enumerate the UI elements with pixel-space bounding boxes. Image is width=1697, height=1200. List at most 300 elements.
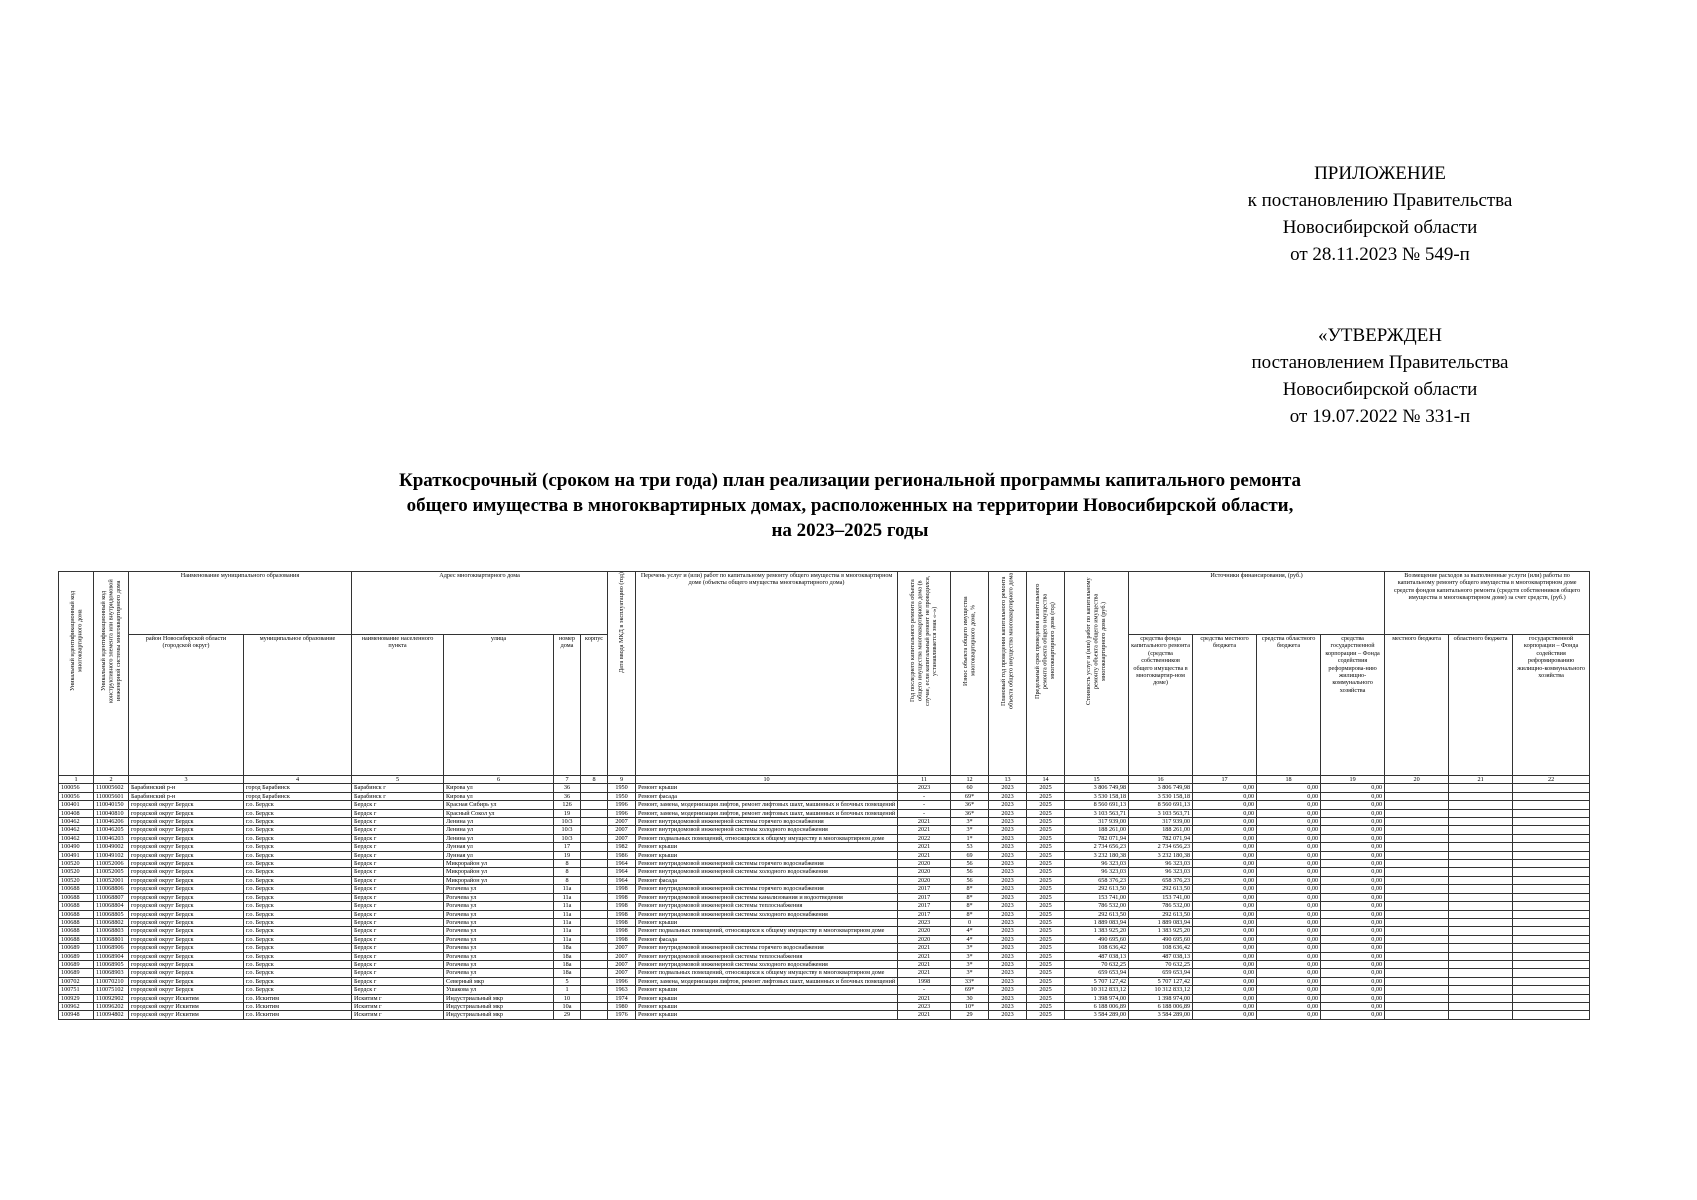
table-cell: Рогачева ул <box>444 902 554 910</box>
table-cell: 10/3 <box>554 834 581 842</box>
table-cell: 2023 <box>989 994 1027 1002</box>
table-cell: Рогачева ул <box>444 935 554 943</box>
table-cell <box>1385 868 1449 876</box>
table-cell: 0,00 <box>1321 935 1385 943</box>
table-cell <box>1449 944 1513 952</box>
table-cell: 18а <box>554 969 581 977</box>
table-cell: 18а <box>554 960 581 968</box>
table-cell <box>1513 834 1590 842</box>
table-cell: 3 530 158,18 <box>1129 792 1193 800</box>
table-cell: 0,00 <box>1257 986 1321 994</box>
table-cell: 108 636,42 <box>1065 944 1129 952</box>
header-cell: Плановый год проведения капитального ремонта объекта общего имущества многоквартирного дома <box>989 572 1027 776</box>
table-cell: 2025 <box>1027 826 1065 834</box>
table-row <box>59 944 1590 952</box>
table-cell <box>1513 809 1590 817</box>
table-cell <box>581 977 608 985</box>
table-cell <box>1513 843 1590 851</box>
table-cell: 0,00 <box>1321 876 1385 884</box>
table-cell <box>1449 977 1513 985</box>
table-cell: Ремонт внутридомовой инженерной системы теплоснабжения <box>636 952 898 960</box>
table-cell <box>1513 977 1590 985</box>
table-cell: 2025 <box>1027 834 1065 842</box>
table-cell: 2023 <box>989 868 1027 876</box>
table-cell: 110046203 <box>94 834 129 842</box>
table-cell: 0,00 <box>1321 927 1385 935</box>
table-cell: 110068802 <box>94 918 129 926</box>
table-cell: 2021 <box>898 818 951 826</box>
table-cell: 96 323,03 <box>1065 860 1129 868</box>
table-cell: Ремонт фасада <box>636 876 898 884</box>
table-cell: 8 <box>554 860 581 868</box>
table-cell: 96 323,03 <box>1129 868 1193 876</box>
table-cell: городской округ Бердск <box>129 935 244 943</box>
table-cell: 3 103 563,71 <box>1129 809 1193 817</box>
table-cell <box>1385 893 1449 901</box>
table-cell: 1998 <box>608 893 636 901</box>
table-cell: 2023 <box>989 927 1027 935</box>
table-cell: 10/3 <box>554 818 581 826</box>
table-cell: 10а <box>554 1002 581 1010</box>
table-cell: 3 232 180,38 <box>1129 851 1193 859</box>
table-cell <box>581 834 608 842</box>
table-cell: 2021 <box>898 952 951 960</box>
table-cell: 2023 <box>989 1002 1027 1010</box>
table-cell: городской округ Бердск <box>129 986 244 994</box>
table-cell <box>1513 986 1590 994</box>
table-cell: 100929 <box>59 994 94 1002</box>
table-cell <box>1513 784 1590 792</box>
table-row <box>59 893 1590 901</box>
table-cell: 0,00 <box>1193 851 1257 859</box>
table-cell: 2025 <box>1027 944 1065 952</box>
header-cell: Год последнего капитального ремонта объекта общего имущества многоквартирного дома (в случае, если капитальный ремонт не проводился, устанавливается знак «–») <box>898 572 951 776</box>
table-cell: Рогачева ул <box>444 969 554 977</box>
table-cell: 69 <box>951 851 989 859</box>
table-cell: 0,00 <box>1321 826 1385 834</box>
table-cell: 0,00 <box>1193 927 1257 935</box>
table-cell: 5 707 127,42 <box>1129 977 1193 985</box>
table-cell: городской округ Бердск <box>129 868 244 876</box>
table-cell: Рогачева ул <box>444 910 554 918</box>
table-row <box>59 910 1590 918</box>
table-cell: Кирова ул <box>444 784 554 792</box>
table-cell: 2022 <box>898 834 951 842</box>
table-cell <box>581 944 608 952</box>
table-cell: 0,00 <box>1321 1002 1385 1010</box>
table-cell: Ремонт крыши <box>636 1011 898 1019</box>
table-cell: 4* <box>951 927 989 935</box>
column-number: 9 <box>608 776 636 784</box>
table-cell: 786 532,00 <box>1065 902 1129 910</box>
table-cell: 0,00 <box>1257 818 1321 826</box>
table-cell: г.о. Бердск <box>244 826 352 834</box>
table-cell <box>1385 960 1449 968</box>
table-cell: 153 741,00 <box>1129 893 1193 901</box>
table-cell: Барабинский р-н <box>129 792 244 800</box>
header-cell: Дата ввода МКД в эксплуатацию (год) <box>608 572 636 776</box>
table-cell: 0,00 <box>1257 960 1321 968</box>
approval-line: «УТВЕРЖДЕН <box>1317 325 1443 346</box>
table-cell: городской округ Бердск <box>129 876 244 884</box>
table-cell: г.о. Бердск <box>244 885 352 893</box>
table-cell: 10 312 833,12 <box>1065 986 1129 994</box>
table-cell: 110068803 <box>94 927 129 935</box>
header-cell: государственной корпорации – Фонда содействия реформированию жилищно-коммунального хозяйства <box>1513 635 1590 776</box>
table-cell: Бердск г <box>352 876 444 884</box>
table-cell: 2023 <box>989 893 1027 901</box>
table-cell: 2023 <box>989 885 1027 893</box>
table-cell: г.о. Бердск <box>244 860 352 868</box>
table-cell: 110070210 <box>94 977 129 985</box>
table-cell: 2025 <box>1027 801 1065 809</box>
table-cell: 0,00 <box>1257 834 1321 842</box>
table-cell: г.о. Бердск <box>244 969 352 977</box>
appendix-line: к постановлению Правительства <box>1247 190 1513 211</box>
table-cell: 100462 <box>59 834 94 842</box>
table-cell: 110005601 <box>94 792 129 800</box>
table-cell: Ремонт внутридомовой инженерной системы горячего водоснабжения <box>636 885 898 893</box>
table-cell: 2025 <box>1027 1011 1065 1019</box>
table-cell: 2023 <box>989 986 1027 994</box>
table-cell: городской округ Бердск <box>129 910 244 918</box>
header-cell: областного бюджета <box>1449 635 1513 776</box>
table-cell: 487 038,13 <box>1065 952 1129 960</box>
table-row <box>59 843 1590 851</box>
table-cell: городской округ Бердск <box>129 834 244 842</box>
table-cell: 100462 <box>59 818 94 826</box>
table-cell: городской округ Бердск <box>129 960 244 968</box>
table-cell: 11а <box>554 927 581 935</box>
table-cell: 0,00 <box>1321 851 1385 859</box>
table-cell: Ремонт, замена, модернизация лифтов, ремонт лифтовых шахт, машинных и блочных помещений <box>636 801 898 809</box>
table-cell <box>581 784 608 792</box>
table-cell <box>1513 944 1590 952</box>
table-cell: 110049102 <box>94 851 129 859</box>
table-cell: г.о. Бердск <box>244 818 352 826</box>
table-cell <box>1385 952 1449 960</box>
table-cell: 2023 <box>898 784 951 792</box>
table-cell <box>1513 1002 1590 1010</box>
table-cell: 11а <box>554 910 581 918</box>
table-cell <box>1513 927 1590 935</box>
table-cell: 100462 <box>59 826 94 834</box>
table-cell: 6 188 006,89 <box>1065 1002 1129 1010</box>
table-cell <box>1513 910 1590 918</box>
document-title <box>250 468 1450 543</box>
column-number: 3 <box>129 776 244 784</box>
table-cell: 0,00 <box>1193 952 1257 960</box>
table-row <box>59 834 1590 842</box>
table-cell <box>1385 935 1449 943</box>
table-cell: 110068806 <box>94 885 129 893</box>
table-row <box>59 902 1590 910</box>
table-cell <box>1385 910 1449 918</box>
table-cell <box>1449 1002 1513 1010</box>
table-cell: Рогачева ул <box>444 885 554 893</box>
table-cell <box>1449 818 1513 826</box>
table-cell: 2025 <box>1027 902 1065 910</box>
table-cell <box>1385 843 1449 851</box>
table-cell <box>1385 784 1449 792</box>
table-cell: 2017 <box>898 893 951 901</box>
column-number: 14 <box>1027 776 1065 784</box>
table-cell: Ленина ул <box>444 826 554 834</box>
table-cell: 2021 <box>898 851 951 859</box>
table-cell: 0,00 <box>1321 792 1385 800</box>
table-cell: 2023 <box>989 960 1027 968</box>
table-cell: г.о. Бердск <box>244 834 352 842</box>
table-cell <box>581 994 608 1002</box>
table-cell: 18а <box>554 952 581 960</box>
table-cell: Ремонт крыши <box>636 1002 898 1010</box>
table-cell <box>1449 918 1513 926</box>
table-cell: 10/3 <box>554 826 581 834</box>
table-cell: 2007 <box>608 826 636 834</box>
table-cell <box>1449 952 1513 960</box>
table-cell: 11а <box>554 885 581 893</box>
table-cell: 2023 <box>989 792 1027 800</box>
table-cell: 100688 <box>59 910 94 918</box>
table-cell: г.о. Бердск <box>244 902 352 910</box>
table-cell: 2023 <box>989 834 1027 842</box>
table-cell: 2025 <box>1027 960 1065 968</box>
table-cell <box>1513 876 1590 884</box>
table-cell: Ремонт внутридомовой инженерной системы горячего водоснабжения <box>636 860 898 868</box>
table-cell: Рогачева ул <box>444 944 554 952</box>
table-cell: 0,00 <box>1257 910 1321 918</box>
table-cell: городской округ Бердск <box>129 843 244 851</box>
table-cell: Бердск г <box>352 868 444 876</box>
table-cell: Микрорайон ул <box>444 860 554 868</box>
appendix-line: Новосибирской области <box>1282 217 1478 238</box>
table-cell: 100688 <box>59 935 94 943</box>
table-cell: Искитим г <box>352 994 444 1002</box>
approval-line: от 19.07.2022 № 331-п <box>1289 406 1471 427</box>
table-cell <box>1385 1011 1449 1019</box>
table-cell <box>1513 1011 1590 1019</box>
column-number: 15 <box>1065 776 1129 784</box>
table-cell: 153 741,00 <box>1065 893 1129 901</box>
table-cell <box>1449 893 1513 901</box>
table-cell <box>1513 952 1590 960</box>
table-cell: 0,00 <box>1193 801 1257 809</box>
table-cell: Рогачева ул <box>444 960 554 968</box>
table-cell: 110068805 <box>94 910 129 918</box>
table-cell: городской округ Бердск <box>129 801 244 809</box>
table-cell: 8 560 691,13 <box>1129 801 1193 809</box>
table-cell: 2007 <box>608 952 636 960</box>
table-cell <box>581 860 608 868</box>
table-cell: 2025 <box>1027 843 1065 851</box>
table-cell <box>1385 876 1449 884</box>
header-cell: средства государственной корпорации – Фонда содействия реформирова-нию жилищно-коммунального хозяйства <box>1321 635 1385 776</box>
appendix-line: от 28.11.2023 № 549-п <box>1290 244 1470 265</box>
table-cell: 2023 <box>989 809 1027 817</box>
header-cell: корпус <box>581 635 608 776</box>
header-cell: средства фонда капитального ремонта (средства собственников общего имущества в многоквартир-ном доме) <box>1129 635 1193 776</box>
table-cell: 96 323,03 <box>1065 868 1129 876</box>
table-cell <box>1449 885 1513 893</box>
table-cell: 1998 <box>608 935 636 943</box>
table-row <box>59 994 1590 1002</box>
table-cell <box>1513 818 1590 826</box>
table-cell: 0,00 <box>1193 918 1257 926</box>
table-cell: 2025 <box>1027 893 1065 901</box>
table-cell: 0,00 <box>1321 902 1385 910</box>
column-number: 13 <box>989 776 1027 784</box>
table-cell: 36 <box>554 784 581 792</box>
table-cell <box>1513 994 1590 1002</box>
table-cell: 110046205 <box>94 826 129 834</box>
table-cell: 3* <box>951 952 989 960</box>
table-cell: Ремонт подвальных помещений, относящихся к общему имуществу в многоквартирном доме <box>636 834 898 842</box>
table-cell: 2023 <box>989 818 1027 826</box>
table-cell: г.о. Бердск <box>244 935 352 943</box>
table-cell <box>1449 851 1513 859</box>
table-cell <box>1385 1002 1449 1010</box>
table-cell: Бердск г <box>352 935 444 943</box>
table-cell <box>1449 784 1513 792</box>
table-cell: Ремонт подвальных помещений, относящихся к общему имуществу в многоквартирном доме <box>636 969 898 977</box>
table-cell: Бердск г <box>352 818 444 826</box>
table-row <box>59 851 1590 859</box>
table-cell <box>1513 851 1590 859</box>
table-cell: 2025 <box>1027 851 1065 859</box>
table-cell: 1 889 083,94 <box>1129 918 1193 926</box>
table-cell: 658 376,23 <box>1065 876 1129 884</box>
table-cell: 56 <box>951 876 989 884</box>
table-cell: Ремонт, замена, модернизация лифтов, ремонт лифтовых шахт, машинных и блочных помещений <box>636 977 898 985</box>
table-cell: городской округ Бердск <box>129 927 244 935</box>
table-cell: 0,00 <box>1257 885 1321 893</box>
table-cell <box>581 986 608 994</box>
table-cell: 0,00 <box>1193 986 1257 994</box>
table-row <box>59 969 1590 977</box>
title-line: Краткосрочный (сроком на три года) план реализации региональной программы капитального ремонта <box>398 470 1302 491</box>
column-number: 20 <box>1385 776 1449 784</box>
table-cell: 33* <box>951 977 989 985</box>
table-cell <box>1385 809 1449 817</box>
table-cell: 1996 <box>608 809 636 817</box>
table-cell: 2020 <box>898 868 951 876</box>
table-cell: Ремонт внутридомовой инженерной системы теплоснабжения <box>636 902 898 910</box>
table-cell: Бердск г <box>352 927 444 935</box>
table-cell: 110040150 <box>94 801 129 809</box>
table-cell: 100689 <box>59 969 94 977</box>
table-cell: 100962 <box>59 1002 94 1010</box>
table-cell: 110068903 <box>94 969 129 977</box>
table-cell: 110068804 <box>94 902 129 910</box>
table-cell: Бердск г <box>352 977 444 985</box>
table-cell: Ремонт крыши <box>636 784 898 792</box>
table-cell <box>581 969 608 977</box>
table-cell: 292 613,50 <box>1065 910 1129 918</box>
table-cell: 0,00 <box>1193 792 1257 800</box>
header-cell: Уникальный идентификационный код многоквартирного дома <box>59 572 94 776</box>
table-cell <box>581 918 608 926</box>
table-cell: 2020 <box>898 860 951 868</box>
table-cell: 0 <box>951 918 989 926</box>
table-cell: 8 <box>554 876 581 884</box>
table-cell: Бердск г <box>352 834 444 842</box>
table-cell: 10* <box>951 1002 989 1010</box>
header-cell: Износ объекта общего имущества многоквартирного дома, % <box>951 572 989 776</box>
table-cell: Бердск г <box>352 809 444 817</box>
table-cell: 110040810 <box>94 809 129 817</box>
table-cell: 2007 <box>608 944 636 952</box>
table-cell: 2021 <box>898 1011 951 1019</box>
table-cell: 1950 <box>608 784 636 792</box>
table-cell <box>581 885 608 893</box>
table-cell: г.о. Бердск <box>244 927 352 935</box>
table-cell: 100688 <box>59 902 94 910</box>
table-cell <box>1513 918 1590 926</box>
table-cell: 1998 <box>898 977 951 985</box>
table-row <box>59 927 1590 935</box>
table-cell <box>581 935 608 943</box>
table-cell: городской округ Бердск <box>129 969 244 977</box>
table-cell: - <box>898 801 951 809</box>
table-cell: городской округ Бердск <box>129 809 244 817</box>
table-cell: Бердск г <box>352 918 444 926</box>
table-cell: 56 <box>951 868 989 876</box>
table-cell: 2025 <box>1027 860 1065 868</box>
table-cell <box>1513 969 1590 977</box>
table-cell: 0,00 <box>1321 986 1385 994</box>
table-cell: 2020 <box>898 927 951 935</box>
table-cell: г.о. Бердск <box>244 868 352 876</box>
table-cell: 0,00 <box>1321 910 1385 918</box>
table-cell: город Барабинск <box>244 792 352 800</box>
table-cell: 188 261,00 <box>1129 826 1193 834</box>
table-cell: 2021 <box>898 843 951 851</box>
table-cell: г.о. Искитим <box>244 994 352 1002</box>
table-cell: 0,00 <box>1193 843 1257 851</box>
appendix-block <box>1190 160 1570 430</box>
header-cell: номер дома <box>554 635 581 776</box>
table-cell: городской округ Бердск <box>129 918 244 926</box>
table-cell: 0,00 <box>1257 944 1321 952</box>
table-cell: г.о. Бердск <box>244 977 352 985</box>
table-row <box>59 801 1590 809</box>
table-cell: 0,00 <box>1257 1011 1321 1019</box>
table-cell <box>581 868 608 876</box>
header-group-municipal: Наименование муниципального образования <box>129 572 352 635</box>
table-cell: г.о. Бердск <box>244 809 352 817</box>
table-cell: городской округ Искитим <box>129 994 244 1002</box>
table-cell: 0,00 <box>1321 860 1385 868</box>
table-row <box>59 784 1590 792</box>
table-cell: городской округ Бердск <box>129 851 244 859</box>
table-cell <box>1385 902 1449 910</box>
table-cell <box>1449 876 1513 884</box>
table-cell: 1963 <box>608 986 636 994</box>
table-cell: 487 038,13 <box>1129 952 1193 960</box>
table-cell: Бердск г <box>352 986 444 994</box>
column-number: 1 <box>59 776 94 784</box>
table-cell: 0,00 <box>1257 952 1321 960</box>
table-cell: 0,00 <box>1193 960 1257 968</box>
table-cell: 0,00 <box>1193 1011 1257 1019</box>
table-cell: Ремонт внутридомовой инженерной системы холодного водоснабжения <box>636 910 898 918</box>
table-cell: Бердск г <box>352 952 444 960</box>
table-cell: 0,00 <box>1321 834 1385 842</box>
table-cell: 2025 <box>1027 885 1065 893</box>
table-cell: Индустриальный мкр <box>444 1011 554 1019</box>
table-cell: 3* <box>951 944 989 952</box>
table-cell <box>1513 868 1590 876</box>
